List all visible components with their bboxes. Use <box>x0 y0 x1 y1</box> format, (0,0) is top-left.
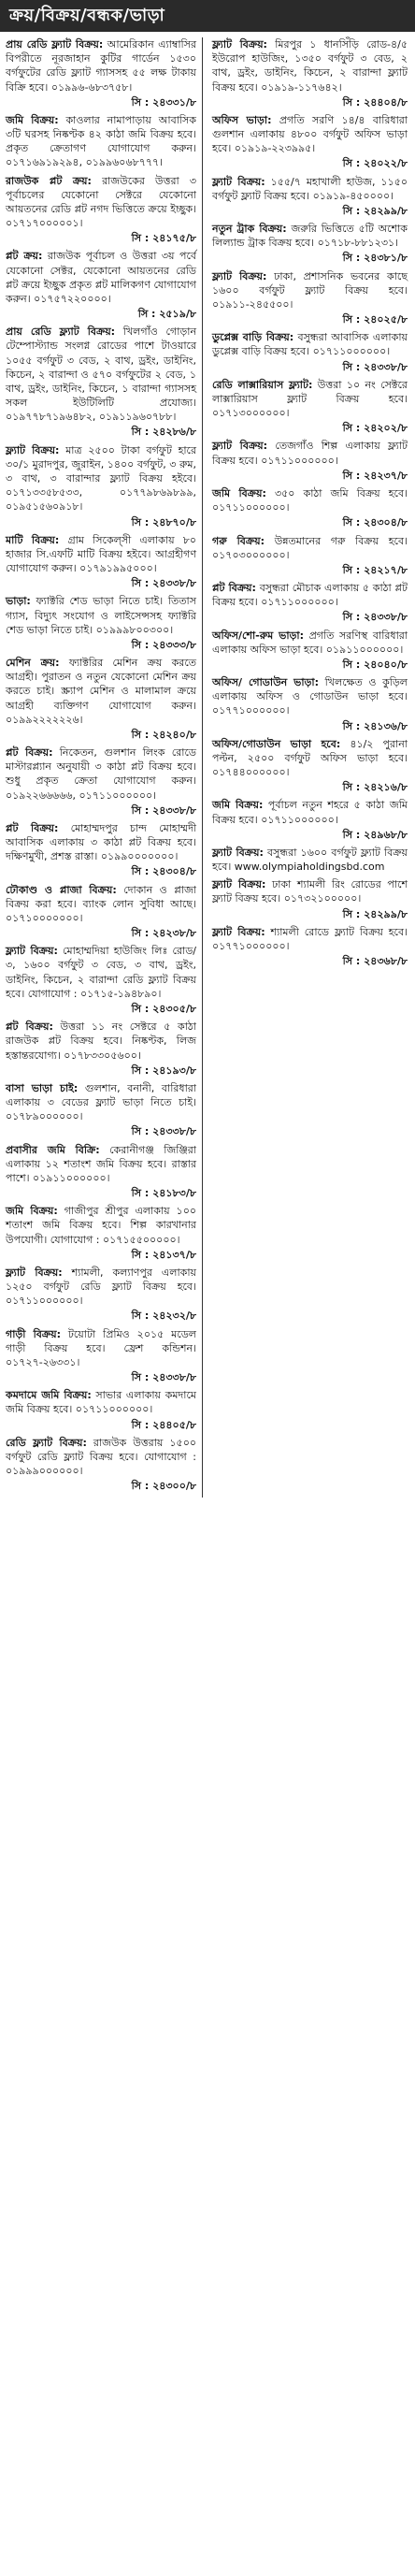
ad-code: সি : ২৪২৩৭/৮ <box>342 469 408 482</box>
ad-heading: গরু বিক্রয়: <box>212 534 265 547</box>
ad-heading: অফিস/শো-রুম ভাড়া: <box>212 629 304 642</box>
ad-body: ফ্যাক্টরি শেড ভাড়া নিতে চাই। তিতাস গ্যাস, বিদ্যুৎ সংযোগ ও লাইসেন্সসহ ফ্যাক্টরি শেড ভাড়া নিতে চাই। ০১৯৯৯৮০০৩০০। <box>6 595 196 636</box>
ad-code: সি : ২৪৩৩৩/৮ <box>131 638 196 651</box>
classified-ad <box>212 877 408 921</box>
ad-body: ৪১/২ পুরানা পল্টন, ২৫০০ বর্গফুট অফিস ভাড়া হবে। ০১৭৪৪০০০০০০। <box>212 737 408 779</box>
ad-heading: জমি বিক্রয়: <box>6 113 59 126</box>
ad-body: গ্রাম সিকেল্সী এলাকায় ৮০ হাজার সি.এফটি মাটি বিক্রয় হইবে। আগ্রহীগণ যোগাযোগ করুন। ০১৭৯১৯৯৫০০০। <box>6 533 196 575</box>
ad-heading: প্রবাসীর জমি বিক্রি: <box>6 1143 100 1156</box>
classified-ad <box>6 1388 196 1432</box>
ad-code: সি : ২৫১৯/৮ <box>137 308 196 321</box>
ad-code: সি : ২৪২৩৮/৮ <box>131 927 196 940</box>
ad-body: মোহাম্মদিয়া হাউজিং লিঃ রোড/৩, ১৬০০ বর্গফুট ৩ বেড, ৩ বাথ, ড্রইং, ডাইনিং, কিচেন, ২ বারান্দা রেডি ফ্ল্যাট বিক্রয় হবে। যোগাযোগ : ০১৭১৫-১৯৪৮৯০। <box>6 945 197 1000</box>
classified-ad <box>6 1081 196 1139</box>
ad-code: সি : ২৪০৪০/৮ <box>342 658 408 671</box>
classified-ad <box>6 1327 196 1385</box>
classified-ad <box>212 798 408 842</box>
classified-ad <box>6 944 196 1016</box>
classified-ad <box>6 1143 196 1201</box>
ad-body: গুলশান, বনানী, বারিধারা এলাকায় ৩ বেডের ফ্ল্যাট ভাড়া নিতে চাই। ০১৭৮৯০০০০০০। <box>6 1081 196 1123</box>
classified-ad <box>212 675 408 733</box>
ad-code: সি : ২৪০২৫/৮ <box>342 313 408 326</box>
ad-body: ৩৫০ কাঠা জমি বিক্রয় হবে। ০১৭১১০০০০০০। <box>212 486 408 514</box>
ad-heading: ভাড়া: <box>6 595 31 608</box>
ad-body: খিলগাঁও গোড়ান টেম্পোস্ট্যান্ড সংলগ্ন রোডের পাশে টাওয়ারে ১০৫৫ বর্গফুট ৩ বেড, ২ বাথ, ড্রইং, ডাইনিং, কিচেন, ২ বারান্দা ও ৫৭০ বর্গফুটের ২ বেড, ১ বাথ, ড্রইং, ডাইনিং, কিচেন, ১ বারান্দা গ্যাসসহ সকল ইউটিলিটি প্রযোজ্য। ০১৯৭৭৮৭১৯৬৪৮২, ০১৯১১৯৬০৭৮৮। <box>6 326 197 424</box>
ad-code: সি : ২৪১৭৫/৮ <box>131 232 196 245</box>
classified-ad <box>212 37 408 109</box>
ad-code: সি : ২৪১৮৩/৮ <box>131 1187 196 1200</box>
ad-body: দোকান ও প্লাজা বিক্রয় করা হবে। ব্যাংক লোন সুবিধা আছে। ০১৭১০০০০০০০। <box>6 883 196 924</box>
ad-heading: ফ্ল্যাট বিক্রয়: <box>212 38 267 51</box>
ad-heading: মেশিন ক্রয়: <box>6 657 60 670</box>
classified-ad <box>6 1266 196 1324</box>
ad-heading: বাসা ভাড়া চাই: <box>6 1081 79 1094</box>
ad-code: সি : ২৪৩৩৮/৮ <box>131 577 196 590</box>
classified-ad <box>6 745 196 818</box>
ad-heading: ফ্ল্যাট বিক্রয়: <box>212 269 267 282</box>
ad-code: সি : ২৪১৯৩/৮ <box>131 1064 196 1077</box>
ad-code: সি : ২৪৩৩১/৮ <box>131 95 196 109</box>
classified-ad <box>6 325 196 439</box>
ad-code: সি : ২৪৩৮১/৮ <box>342 252 408 265</box>
ad-heading: অফিস/ গোডাউন ভাড়া: <box>212 676 319 689</box>
ad-heading: ফ্ল্যাট বিক্রয়: <box>6 443 60 456</box>
ad-heading: জমি বিক্রয়: <box>212 799 264 812</box>
ad-body: পূর্বাচল নতুন শহরে ৫ কাঠা জমি বিক্রয় হবে। ০১৭১১০০০০০০। <box>212 799 408 826</box>
classified-ad <box>212 378 408 436</box>
ad-body: শ্যামলী রোডে ফ্ল্যাট বিক্রয় হবে। ০১৭৭১০০০০০০। <box>212 925 408 952</box>
ad-body: সাভার এলাকায় কমদামে জমি বিক্রয় হবে। ০১৭১১০০০০০০। <box>6 1389 196 1416</box>
classified-ad <box>6 37 196 109</box>
ad-heading: জমি বিক্রয়: <box>6 1205 58 1218</box>
ad-code: সি : ২৪৩০০/৮ <box>131 1480 196 1493</box>
ad-code: সি : ২৪২১৭/৮ <box>342 563 408 576</box>
classified-ad <box>212 534 408 578</box>
classified-ad <box>212 629 408 673</box>
ad-body: তেজগাঁও শিল্প এলাকায় ফ্ল্যাট বিক্রয় হবে। ০১৭১১০০০০০০। <box>212 440 408 467</box>
ad-heading: নতুন ট্রাক বিক্রয়: <box>212 223 287 236</box>
classified-columns <box>0 32 415 1498</box>
classified-ad <box>212 925 408 969</box>
ad-heading: ফ্ল্যাট বিক্রয়: <box>212 846 264 859</box>
ad-body: রাজউকের উত্তরা ৩ পূর্বাচলের যেকোনো সেক্টরে যেকোনো আয়তনের রেডি প্লট নগদ ভিত্তিতে ক্রয়ে ইচ্ছুক। ০১৭১৭০০০০০১। <box>6 174 197 230</box>
ad-code: সি : ২৪৩৬৮/৮ <box>342 955 408 968</box>
ad-code: সি : ২৪৯৬৮/৮ <box>342 828 408 841</box>
classified-ad <box>6 174 196 246</box>
classified-ad <box>212 581 408 625</box>
ad-body: বসুন্ধরা ১৬০০ বর্গফুট ফ্ল্যাট বিক্রয় হবে। www.olympiaholdingsbd.com <box>212 846 408 874</box>
ad-heading: ডুপ্লেক্স বাড়ি বিক্রয়: <box>212 331 294 344</box>
classified-ad <box>6 594 196 652</box>
classified-ad <box>212 269 408 327</box>
ad-body: টয়োটা প্রিমিও ২০১৫ মডেল গাড়ী বিক্রয় হবে। ফ্রেশ কন্ডিশন। ০১৭২৭-২৬৩৩১। <box>6 1327 196 1368</box>
classified-ad <box>6 883 196 941</box>
ad-heading: প্লট বিক্রয়: <box>6 1020 53 1034</box>
classified-ad <box>6 113 196 170</box>
ad-body: মাত্র ২৫০০ টাকা বর্গফুট হারে ৩০/১ মুরাদপুর, জুরাইন, ১৪০০ বর্গফুট, ৩ রুম, ৩ বাথ, ৩ বারান্দার ফ্ল্যাট বিক্রয় হইবে। ০১৭১৩৩৫৮৫৩৩, ০১৭৭৯৮৬৯৮৯৯, ০১৯৫১৫৬০৯১৮। <box>6 443 197 514</box>
classified-ad <box>6 1204 196 1262</box>
ad-code: সি : ২৪২৩২/৮ <box>131 1310 196 1323</box>
ad-body: বসুন্ধরা মৌচাক এলাকায় ৫ কাঠা প্লট বিক্রয় হবে। ০১৭১১০০০০০০। <box>212 582 408 609</box>
ad-code: সি : ২৪২৪০/৮ <box>131 728 196 741</box>
ad-body: খিলক্ষেত ও কুড়িল এলাকায় অফিস ও গোডাউন ভাড়া হবে। ০১৭৭১০০০০০০। <box>212 676 408 717</box>
classified-ad <box>6 1436 196 1494</box>
ad-heading: ফ্ল্যাট বিক্রয়: <box>6 1266 63 1279</box>
ad-code: সি : ২৪৩০৪/৮ <box>131 865 196 878</box>
ad-body: প্রগতি সরণিস্থ বারিধারা এলাকায় অফিস ভাড়া হবে। ০১৯১১০০০০০০। <box>212 629 408 656</box>
ad-body: আমেরিকান এ্যাম্বাসির বিপরীতে নূরজাহান কুটির গার্ডেন ১৫৩০ বর্গফুটের রেডি ফ্ল্যাট গ্যাসসহ ৫৫ লক্ষ টাকায় বিক্রি হবে। ০১৯৯৬-৬৮৩৭৫৮। <box>6 38 196 94</box>
ad-heading: প্লট বিক্রয়: <box>6 821 59 834</box>
ad-body: গাজীপুর শ্রীপুর এলাকায় ১০০ শতাংশ জমি বিক্রয় হবে। শিল্প কারখানার উপযোগী। যোগাযোগ : ০১৭১৫৫০০০০০। <box>6 1205 196 1246</box>
ad-body: রাজউক পূর্বাচল ও উত্তরা ৩য় পর্বে যেকোনো সেক্টর, যেকোনো আয়তনের রেডি প্লট ক্রয়ে ইচ্ছুক প্রকৃত প্লট মালিকগণ যোগাযোগ করুন। ০১৭৫৭২২০০০০। <box>6 250 197 305</box>
ad-body: উত্তরা ১১ নং সেক্টরে ৫ কাঠা রাজউক প্লট বিক্রয় হবে। নিষ্কণ্টক, লিজ হস্তান্তরযোগ্য। ০১৭৮৩৩০৫৬০০। <box>6 1020 196 1062</box>
ad-heading: গাড়ী বিক্রয়: <box>6 1327 61 1340</box>
ad-heading: ফ্ল্যাট বিক্রয়: <box>212 878 266 891</box>
ad-body: কেরানীগঞ্জ জিঞ্জিরা এলাকায় ১২ শতাংশ জমি বিক্রয় হবে। রাস্তার পাশে। ০১৯১১০০০০০০। <box>6 1143 196 1184</box>
left-column <box>6 37 203 1498</box>
ad-heading: অফিস/গোডাউন ভাড়া হবে: <box>212 737 341 750</box>
ad-code: সি : ২৪৩০৫/৮ <box>131 1003 196 1015</box>
ad-body: ১৫৫/৭ মহাখালী হাউজ, ১১৫০ বর্গফুট ফ্ল্যাট বিক্রয় হবে। ০১৯১৯-৪৫০০০০। <box>212 175 408 202</box>
ad-body: প্রগতি সরণি ১৪/৪ বারিধারা গুলশান এলাকায় ৪৮০০ বর্গফুট অফিস ভাড়া হবে। ০১৯১৯-২২৩৯৯৫। <box>212 113 408 155</box>
ad-body: নিকেতন, গুলশান লিংক রোডে মাস্টারপ্ল্যান অনুযায়ী ৩ কাঠা প্লট বিক্রয় হবে। শুধু প্রকৃত ক্রেতা যোগাযোগ করুন। ০১৯২২৬৬৬৬৬, ০১৭১১০০০০০০। <box>6 746 196 802</box>
ad-code: সি : ২৪২৯৯/৮ <box>342 204 408 217</box>
ad-code: সি : ২৪৩৩৮/৮ <box>342 360 408 373</box>
ad-code: সি : ২৪১৩৬/৮ <box>342 719 408 732</box>
ad-heading: প্রায় রেডি ফ্ল্যাট বিক্রয়: <box>6 326 116 339</box>
ad-heading: প্লট ক্রয়: <box>6 250 43 263</box>
classified-ad <box>6 533 196 591</box>
classified-ad <box>6 1020 196 1078</box>
ad-code: সি : ২৪৮৭০/৮ <box>131 515 196 528</box>
right-column <box>210 37 408 1498</box>
ad-heading: ফ্ল্যাট বিক্রয়: <box>6 945 58 958</box>
section-title: ক্রয়/বিক্রয়/বন্ধক/ভাড়া <box>9 5 165 25</box>
ad-body: ঢাকা, প্রশাসনিক ভবনের কাছে ১৬০০ বর্গফুট ফ্ল্যাট বিক্রয় হবে। ০১৯১১-২৪৫৫০০। <box>212 269 408 311</box>
ad-heading: ঢৌকাণ্ড ও প্লাজা বিক্রয়: <box>6 883 117 896</box>
ad-code: সি : ২৪০২২/৮ <box>342 157 408 170</box>
ad-body: ফ্যাক্টরির মেশিন ক্রয় করতে আগ্রহী। পুরাতন ও নতুন যেকোনো মেশিন ক্রয় করতে চাই। স্ক্র্যাপ মেশিন ও মালামাল ক্রয়ে আগ্রহী ব্যক্তিগণ যোগাযোগ করুন। ০১৯৯২২২২২২৬। <box>6 657 197 726</box>
ad-heading: ফ্ল্যাট বিক্রয়: <box>212 925 265 938</box>
ad-body: শ্যামলী, কল্যাণপুর এলাকায় ১২৫০ বর্গফুট রেডি ফ্ল্যাট বিক্রয় হবে। ০১৭১১০০০০০০। <box>6 1266 197 1308</box>
ad-heading: প্লট বিক্রয়: <box>6 746 53 760</box>
ad-heading: ফ্ল্যাট বিক্রয়: <box>212 175 265 188</box>
ad-code: সি : ২৪১৩৭/৮ <box>131 1248 196 1261</box>
ad-heading: প্রায় রেডি ফ্ল্যাট বিক্রয়: <box>6 38 104 51</box>
ad-body: বসুন্ধরা আবাসিক এলাকায় ডুপ্লেক্স বাড়ি বিক্রয় হবে। ০১৭১১০০০০০০। <box>212 331 408 358</box>
ad-body: উত্তরা ১০ নং সেক্টরে লাক্সারিয়াস ফ্ল্যাট বিক্রয় হবে। ০১৭১৩০০০০০০। <box>212 378 408 420</box>
ad-body: মোহাম্মদপুর চান্দ মোহাম্মদী আবাসিক এলাকায় ৩ কাঠা প্লট বিক্রয় হবে। দক্ষিণমুখী, প্রশস্ত রাস্তা। ০১৯৯০০০০০০০। <box>6 821 196 863</box>
ad-heading: রাজউক প্লট ক্রয়: <box>6 174 92 187</box>
ad-code: সি : ২৪৩৩৮/৮ <box>131 803 196 817</box>
ad-code: সি : ২৪৪০৫/৮ <box>131 1418 196 1431</box>
classified-ad <box>212 113 408 171</box>
ad-body: কাওলার নামাপাড়ায় আবাসিক ৩টি ঘরসহ নিষ্কণ্টক ৪২ কাঠা জমি বিক্রয় হবে। প্রকৃত ক্রেতাগণ যোগাযোগ করুন। ০১৭১৬৯১৯২৯৪, ০১৯৯৬০৬৮৭৭৭। <box>6 113 196 169</box>
classified-ad <box>212 175 408 219</box>
ad-heading: অফিস ভাড়া: <box>212 113 272 126</box>
ad-heading: ফ্ল্যাট বিক্রয়: <box>212 440 268 453</box>
ad-heading: প্লট বিক্রয়: <box>212 582 256 595</box>
classified-ad <box>212 330 408 374</box>
ad-body: রাজউক উত্তরায় ১৫০০ বর্গফুট রেডি ফ্ল্যাট বিক্রয় হবে। যোগাযোগ : ০১৯৯৯০০০০০০। <box>6 1436 197 1478</box>
classified-ad <box>6 249 196 321</box>
classified-ad <box>212 439 408 483</box>
ad-body: জরুরি ভিত্তিতে ৫টি অশোক লিল্যান্ড ট্রাক বিক্রয় হবে। ০১৭১৮-৮৮১২৩১। <box>212 223 408 250</box>
ad-body: মিরপুর ১ ধানসিঁড়ি রোড-৪/৫ ইউরোপ হাউজিং, ১৩৫০ বর্গফুট ৩ বেড, ২ বাথ, ড্রইং, ডাইনিং, কিচেন, ২ বারান্দা ফ্ল্যাট বিক্রয় হবে। ০১৯১৯-১১৭৬৪২। <box>212 38 408 94</box>
ad-code: সি : ২৪৩০৪/৮ <box>342 516 408 529</box>
ad-heading: জমি বিক্রয়: <box>212 486 266 499</box>
classified-ad <box>212 486 408 530</box>
ad-heading: মাটি বিক্রয়: <box>6 533 60 546</box>
section-header <box>0 0 415 32</box>
classified-ad <box>6 443 196 529</box>
classified-ad <box>6 656 196 742</box>
ad-code: সি : ২৪৩৩৮/৮ <box>131 1125 196 1138</box>
classified-ad <box>212 737 408 795</box>
ad-body: ঢাকা শ্যামলী রিং রোডের পাশে ফ্ল্যাট বিক্রয় হবে। ০১৭৩২১০০০০০। <box>212 878 408 905</box>
classified-ad <box>212 846 408 874</box>
classified-ad <box>6 821 196 879</box>
ad-body: উন্নতমানের গরু বিক্রয় হবে। ০১৭০৩০০০০০০। <box>212 534 408 561</box>
ad-code: সি : ২৪২১৬/৮ <box>342 781 408 794</box>
ad-code: সি : ২৪৩৩৮/৮ <box>342 611 408 624</box>
ad-heading: রেডি লাক্সারিয়াস ফ্ল্যাট: <box>212 378 313 391</box>
ad-code: সি : ২৪৩৩৮/৮ <box>131 1371 196 1384</box>
ad-code: সি : ২৪৪০৪/৮ <box>342 95 408 109</box>
ad-code: সি : ২৪২৯৯/৮ <box>342 907 408 920</box>
ad-heading: কমদামে জমি বিক্রয়: <box>6 1389 92 1402</box>
classified-ad <box>212 222 408 266</box>
ad-heading: রেডি ফ্ল্যাট বিক্রয়: <box>6 1436 87 1449</box>
ad-code: সি : ২৪২৮৬/৮ <box>131 426 196 439</box>
ad-code: সি : ২৪২০২/৮ <box>342 422 408 435</box>
